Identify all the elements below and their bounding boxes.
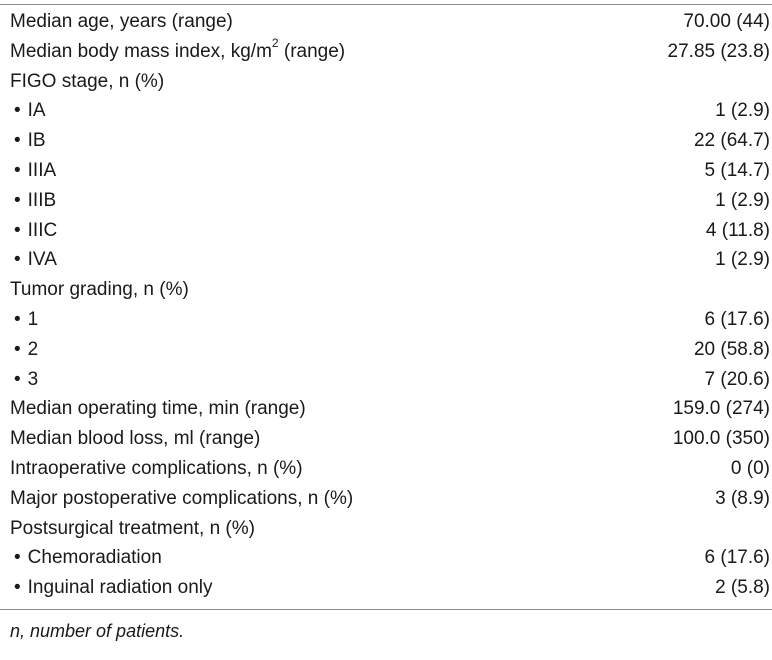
table-row-figo-stage-header — [0, 67, 772, 97]
row-value: 27.85 (23.8) — [667, 40, 770, 62]
row-label: Postsurgical treatment, n (%) — [10, 517, 255, 539]
table-row-grade-3 — [0, 365, 772, 395]
table-row-postoperative-complications — [0, 484, 772, 514]
row-label — [14, 335, 38, 365]
row-value: 6 (17.6) — [704, 308, 770, 330]
row-label — [14, 305, 38, 335]
row-label: Tumor grading, n (%) — [10, 279, 189, 301]
row-label — [14, 573, 213, 603]
table-row-operating-time — [0, 394, 772, 424]
row-value: 1 (2.9) — [715, 249, 770, 271]
table-row-median-age — [0, 7, 772, 37]
row-label: Median operating time, min (range) — [10, 398, 306, 420]
row-value: 4 (11.8) — [705, 219, 770, 241]
row-value: 1 (2.9) — [715, 100, 770, 122]
row-value: 22 (64.7) — [693, 130, 770, 152]
row-value: 3 (8.9) — [715, 487, 770, 509]
table-row-figo-ia — [0, 96, 772, 126]
table-row-inguinal-radiation — [0, 573, 772, 603]
row-label: Major postoperative complications, n (%) — [10, 487, 354, 509]
row-label-text: IIIA — [27, 159, 57, 181]
row-label — [14, 96, 46, 126]
row-value: 0 (0) — [730, 457, 770, 479]
row-label-text: 1 — [27, 308, 39, 330]
row-value: 70.00 (44) — [683, 11, 770, 32]
table-row-figo-iiic — [0, 216, 772, 246]
table-row-tumor-grading-header — [0, 275, 772, 305]
row-value: 159.0 (274) — [672, 398, 770, 420]
bullet-icon: • — [14, 100, 21, 122]
row-value: 1 (2.9) — [715, 189, 770, 211]
row-label-text: IB — [27, 130, 46, 152]
table-row-blood-loss — [0, 424, 772, 454]
row-label-text: Chemoradiation — [27, 547, 162, 569]
row-label-text: IVA — [27, 249, 57, 271]
row-value: 100.0 (350) — [672, 428, 770, 450]
bullet-icon: • — [14, 368, 21, 390]
table-row-postsurgical-treatment-header — [0, 514, 772, 544]
table-row-grade-2 — [0, 335, 772, 365]
row-label: Intraoperative complications, n (%) — [10, 457, 303, 479]
row-label-text: 3 — [27, 368, 39, 390]
bullet-icon: • — [14, 159, 21, 181]
row-label-text: 2 — [27, 338, 39, 360]
row-label: Median age, years (range) — [10, 11, 233, 32]
bullet-icon: • — [14, 130, 21, 152]
row-label — [14, 245, 57, 275]
row-label-text: IIIC — [27, 219, 58, 241]
row-label — [14, 365, 38, 395]
table-footnote: n, number of patients. — [10, 620, 185, 641]
row-label — [14, 126, 46, 156]
table-row-figo-ib — [0, 126, 772, 156]
bullet-icon: • — [14, 308, 21, 330]
table-row-intraoperative-complications — [0, 454, 772, 484]
row-label-text: IA — [27, 100, 46, 122]
table-row-figo-iiib — [0, 186, 772, 216]
row-label: FIGO stage, n (%) — [10, 70, 165, 92]
bullet-icon: • — [14, 547, 21, 569]
row-label — [14, 216, 57, 246]
bullet-icon: • — [14, 219, 21, 241]
bullet-icon: • — [14, 577, 21, 599]
row-label-text: Inguinal radiation only — [27, 577, 213, 599]
bullet-icon: • — [14, 338, 21, 360]
bullet-icon: • — [14, 189, 21, 211]
row-label-text: IIIB — [27, 189, 57, 211]
bullet-icon: • — [14, 249, 21, 271]
table-row-grade-1 — [0, 305, 772, 335]
row-label — [10, 37, 345, 67]
row-value: 7 (20.6) — [704, 368, 770, 390]
table-body — [0, 5, 772, 603]
row-value: 2 (5.8) — [715, 577, 770, 599]
row-value: 20 (58.8) — [693, 338, 770, 360]
row-label-superscript: 2 — [271, 36, 279, 51]
table-row-median-bmi — [0, 37, 772, 67]
row-label — [14, 156, 56, 186]
row-label: Median blood loss, ml (range) — [10, 428, 261, 450]
table-row-figo-iiia — [0, 156, 772, 186]
row-label — [14, 186, 56, 216]
row-label-suffix: (range) — [278, 40, 346, 62]
row-label-text: Median body mass index, kg/m — [10, 40, 272, 62]
table-row-chemoradiation — [0, 543, 772, 573]
row-label — [14, 543, 162, 573]
row-value: 6 (17.6) — [704, 547, 770, 569]
table-bottom-rule — [0, 609, 772, 610]
row-value: 5 (14.7) — [704, 159, 770, 181]
table-row-figo-iva — [0, 245, 772, 275]
